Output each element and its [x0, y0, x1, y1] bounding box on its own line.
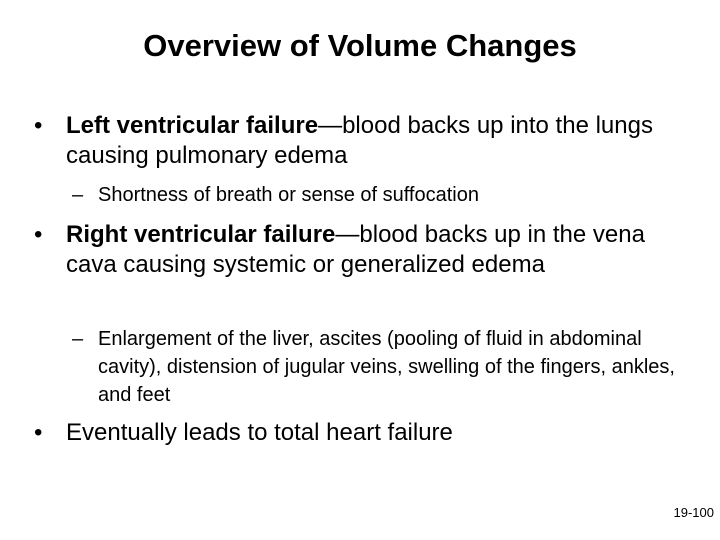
sub-bullet-left — [72, 181, 682, 209]
bullet-marker: • — [34, 221, 43, 248]
bullet-text — [66, 220, 694, 280]
slide-number: 19-100 — [673, 505, 714, 520]
sub-bullet-text: Shortness of breath or sense of suffocation — [98, 184, 479, 206]
bullet-description: —blood backs up in the vena cava causing systemic or generalized edema — [66, 221, 645, 278]
bullet-bold-term: Left ventricular failure — [66, 112, 319, 139]
sub-bullet-marker: – — [72, 184, 84, 206]
bullet-text: Eventually leads to total heart failure — [66, 419, 453, 446]
sub-bullet-marker: – — [72, 328, 84, 350]
bullet-description: —blood backs up into the lungs causing pulmonary edema — [66, 112, 653, 169]
bullet-bold-term: Right ventricular failure — [66, 221, 336, 248]
bullet-left-ventricular-failure — [34, 111, 694, 171]
bullet-marker: • — [34, 419, 43, 446]
bullet-eventually — [34, 418, 694, 448]
slide-title: Overview of Volume Changes — [143, 28, 577, 63]
bullet-text — [66, 111, 694, 171]
bullet-right-ventricular-failure — [34, 220, 694, 280]
sub-bullet-right — [72, 325, 682, 409]
sub-bullet-text: Enlargement of the liver, ascites (pooling of fluid in abdominal cavity), distension of jugular veins, swelling of the fingers, ankles, and feet — [98, 328, 675, 406]
bullet-marker: • — [34, 112, 43, 139]
